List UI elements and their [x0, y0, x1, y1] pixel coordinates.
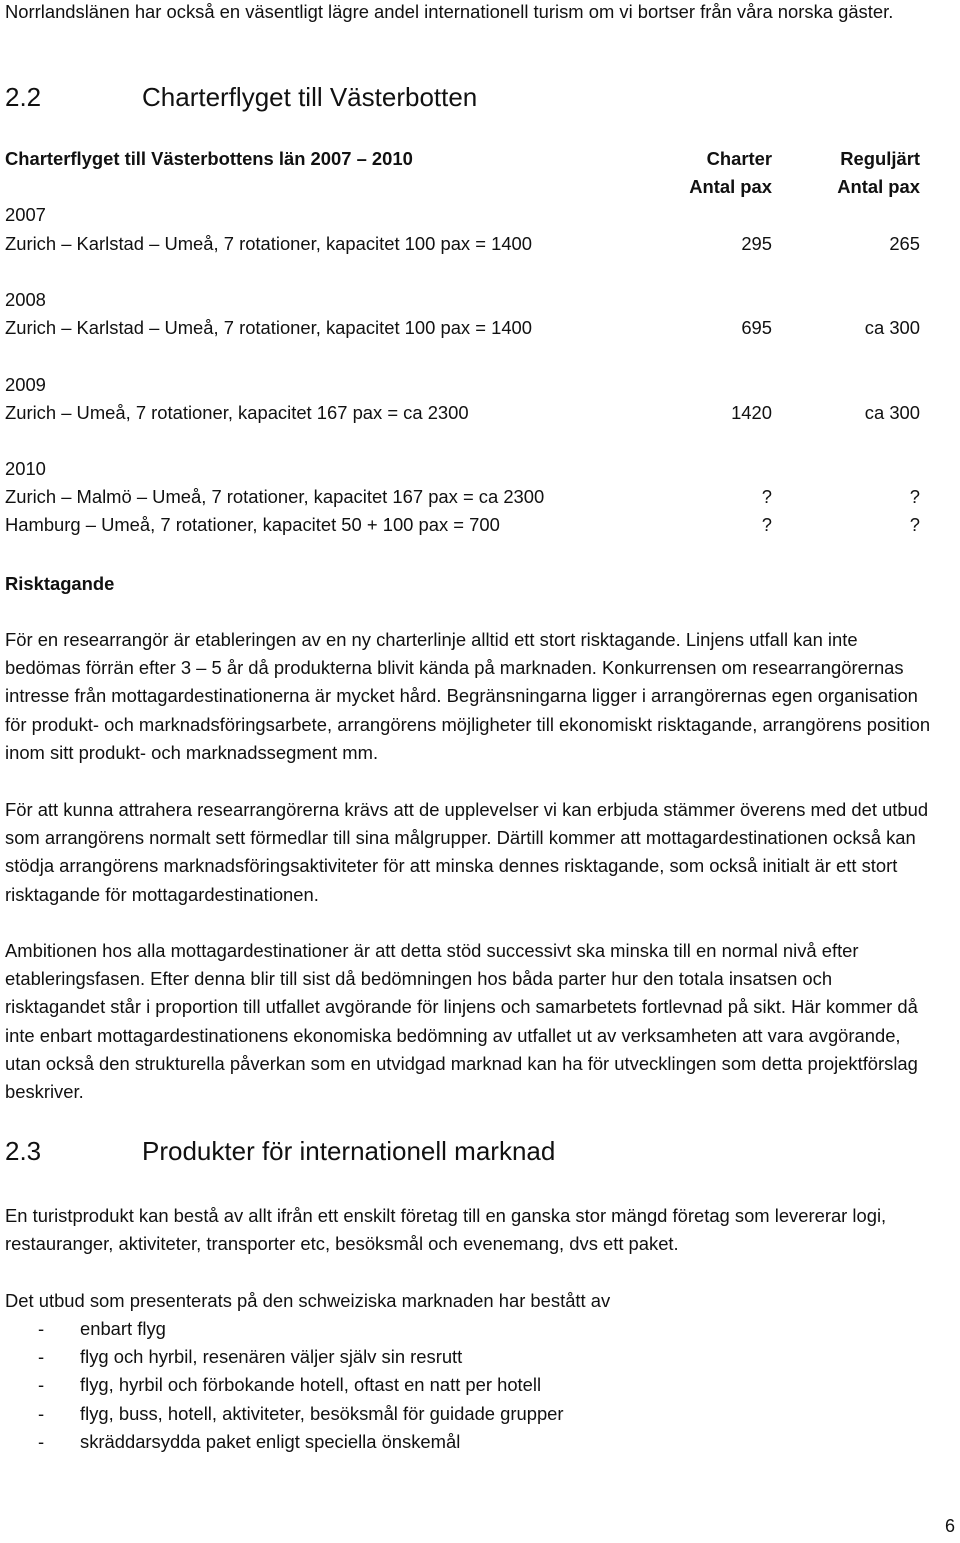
intro-paragraph: Norrlandslänen har också en väsentligt lägre andel internationell turism om vi bortser från våra norska gäster. — [5, 1, 894, 22]
regular-column-header: Reguljärt — [840, 148, 920, 169]
year-label — [5, 371, 920, 399]
regular-unit-header: Antal pax — [837, 176, 920, 198]
list-item-text: enbart flyg — [80, 1318, 166, 1339]
list-item-text: flyg och hyrbil, resenären väljer själv sin resrutt — [80, 1346, 463, 1368]
list-dash: - — [38, 1374, 45, 1396]
list-dash: - — [38, 1346, 45, 1368]
table-row — [5, 230, 920, 258]
list-item — [5, 1343, 564, 1371]
year-2008: 2008 — [5, 288, 46, 310]
section-heading-2-3 — [5, 1136, 555, 1167]
page-number: 6 — [944, 1516, 955, 1536]
year-2010: 2010 — [5, 458, 46, 480]
products-paragraph-1: En turistprodukt kan bestå av allt ifrån ett enskilt företag till en ganska stor mängd företag som levererar logi, restauranger, aktiviteter, transporter etc, besöksmål och evenemang, dvs ett paket. — [5, 1205, 887, 1255]
regular-cell: ? — [909, 514, 920, 536]
route-cell: Zurich – Karlstad – Umeå, 7 rotationer, kapacitet 100 pax = 1400 — [5, 317, 532, 339]
regular-cell: ca 300 — [864, 401, 920, 423]
table-header-row — [5, 145, 920, 173]
regular-cell: ? — [909, 486, 920, 508]
route-cell: Zurich – Karlstad – Umeå, 7 rotationer, kapacitet 100 pax = 1400 — [5, 232, 532, 254]
year-label — [5, 201, 920, 229]
risk-paragraph-1: För en researrangör är etableringen av en ny charterlinje alltid ett stort risktagande. Linjens utfall kan inte bedömas förrän efter 3 – 5 år då produkterna blivit kända på marknaden. Konkurrensen om researrangörernas intresse från mottagardestinationerna är mycket hård. Begränsningarna ligger i arrangörernas egen organisation för produkt- och marknadsföringsarbete, arrangörens möjligheter till ekonomiskt risktagande, arrangörens position inom sitt produkt- och marknadssegment mm. — [5, 629, 931, 763]
charter-cell: 695 — [741, 317, 772, 339]
table-row — [5, 483, 920, 511]
list-item — [5, 1315, 564, 1343]
list-dash: - — [38, 1430, 45, 1452]
charter-cell: ? — [761, 514, 772, 536]
list-item-text: skräddarsydda paket enligt speciella önskemål — [80, 1430, 461, 1452]
charter-unit-header: Antal pax — [689, 176, 772, 198]
year-2007: 2007 — [5, 204, 46, 226]
table-header-row-2 — [5, 173, 920, 201]
charter-cell: ? — [761, 486, 772, 508]
risk-paragraph-2: För att kunna attrahera researrangörerna krävs att de upplevelser vi kan erbjuda stämmer överens med det utbud som arrangörens normalt sett förmedlar till sina målgrupper. Därtill kommer att mottagardestinationen också kan stödja arrangörens marknadsföringsaktiviteter för att minska dennes risktagande, som också initialt är ett stort risktagande för mottagardestinationen. — [5, 799, 929, 905]
list-dash: - — [38, 1402, 45, 1424]
year-2009: 2009 — [5, 373, 46, 395]
table-caption: Charterflyget till Västerbottens län 2007 – 2010 — [5, 148, 413, 169]
section-number: 2.3 — [5, 1136, 42, 1166]
route-cell: Zurich – Umeå, 7 rotationer, kapacitet 167 pax = ca 2300 — [5, 401, 469, 423]
list-dash: - — [38, 1318, 45, 1339]
section-title: Charterflyget till Västerbotten — [142, 82, 478, 112]
charter-table — [5, 145, 920, 540]
route-cell: Zurich – Malmö – Umeå, 7 rotationer, kapacitet 167 pax = ca 2300 — [5, 486, 545, 508]
table-row — [5, 511, 920, 539]
list-item-text: flyg, hyrbil och förbokande hotell, oftast en natt per hotell — [80, 1374, 542, 1396]
list-item — [5, 1371, 564, 1399]
section-number: 2.2 — [5, 82, 42, 112]
charter-cell: 295 — [741, 232, 772, 254]
section-title: Produkter för internationell marknad — [142, 1136, 556, 1166]
table-row — [5, 314, 920, 342]
table-row — [5, 399, 920, 427]
route-cell: Hamburg – Umeå, 7 rotationer, kapacitet 50 + 100 pax = 700 — [5, 514, 500, 536]
year-label — [5, 286, 920, 314]
charter-column-header: Charter — [706, 148, 772, 169]
risk-paragraph-3: Ambitionen hos alla mottagardestinationer är att detta stöd successivt ska minska till en normal nivå efter etableringsfasen. Efter denna blir till sist då bedömningen hos båda parter hur den totala insatsen och risktagandet står i proportion till utfallet avgörande för linjens och samarbetets fortlevnad på sikt. Här kommer då inte enbart mottagardestinationens ekonomiska bedömning av utfallet ut av verksamheten att vara avgörande, utan också den strukturella påverkan som en utvidgad marknad kan ha för utvecklingen som detta projektförslag beskriver. — [5, 940, 918, 1103]
year-label — [5, 455, 920, 483]
list-item — [5, 1428, 564, 1456]
regular-cell: ca 300 — [864, 317, 920, 339]
section-heading-2-2 — [5, 82, 477, 113]
list-item-text: flyg, buss, hotell, aktiviteter, besöksmål för guidade grupper — [80, 1402, 564, 1424]
charter-cell: 1420 — [731, 401, 772, 423]
product-list — [5, 1315, 564, 1456]
risk-heading: Risktagande — [5, 573, 115, 594]
products-paragraph-2: Det utbud som presenterats på den schweiziska marknaden har bestått av — [5, 1290, 611, 1311]
regular-cell: 265 — [889, 232, 920, 254]
list-item — [5, 1400, 564, 1428]
